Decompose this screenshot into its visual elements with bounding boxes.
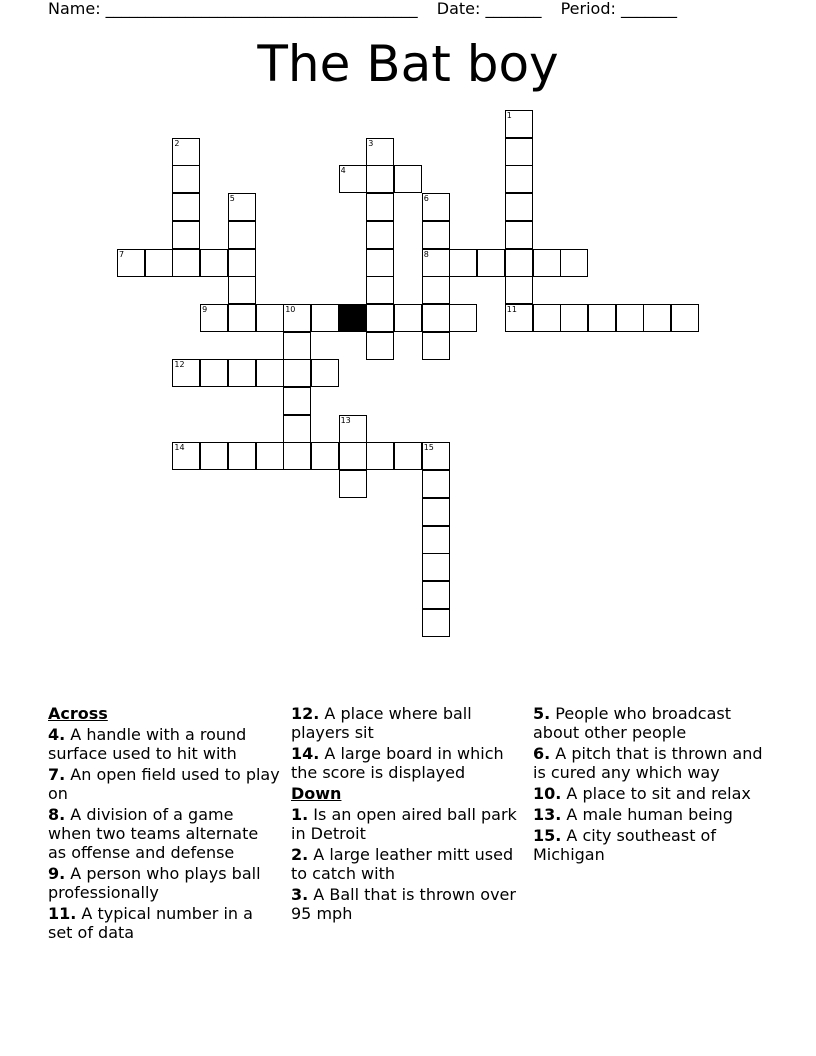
clues-column-1	[48, 702, 280, 942]
grid-block-cell	[339, 304, 367, 332]
grid-cell[interactable]	[422, 193, 450, 221]
grid-cell[interactable]	[422, 498, 450, 526]
clue-text: People who broadcast about other people	[533, 704, 731, 742]
grid-cell[interactable]	[283, 359, 311, 387]
grid-cell[interactable]	[422, 526, 450, 554]
grid-cell[interactable]	[588, 304, 616, 332]
grid-cell[interactable]	[477, 249, 505, 277]
grid-cell[interactable]	[283, 332, 311, 360]
grid-cell[interactable]	[172, 138, 200, 166]
grid-cell[interactable]	[311, 442, 339, 470]
down-clue	[533, 704, 765, 742]
cell-number: 13	[340, 415, 351, 425]
cell-number: 9	[202, 304, 208, 314]
grid-cell[interactable]	[422, 581, 450, 609]
grid-cell[interactable]	[449, 249, 477, 277]
across-clue	[291, 744, 523, 782]
grid-cell[interactable]	[394, 442, 422, 470]
clue-number: 3.	[291, 885, 309, 904]
down-clue	[533, 805, 765, 824]
across-clue-list	[48, 725, 280, 942]
period-field[interactable]: Period: _______	[560, 0, 677, 18]
grid-cell[interactable]	[505, 110, 533, 138]
down-clue	[291, 845, 523, 883]
clue-number: 9.	[48, 864, 66, 883]
clue-text: A large board in which the score is displayed	[291, 744, 504, 782]
cell-number: 1	[506, 111, 512, 120]
grid-cell[interactable]	[366, 138, 394, 166]
grid-cell[interactable]	[311, 359, 339, 387]
cell-number: 14	[174, 443, 185, 453]
cell-number: 8	[423, 249, 429, 259]
grid-cell[interactable]	[228, 249, 256, 277]
clue-number: 7.	[48, 765, 66, 784]
clue-text: A person who plays ball professionally	[48, 864, 261, 902]
grid-cell[interactable]	[172, 249, 200, 277]
grid-cell[interactable]	[256, 304, 284, 332]
grid-cell[interactable]	[505, 276, 533, 304]
clue-number: 13.	[533, 805, 562, 824]
grid-cell[interactable]	[394, 304, 422, 332]
across-clue	[48, 725, 280, 763]
grid-cell[interactable]	[422, 442, 450, 470]
cell-number: 15	[423, 443, 434, 453]
cell-number: 12	[174, 360, 185, 370]
clue-number: 8.	[48, 805, 66, 824]
clue-text: A city southeast of Michigan	[533, 826, 716, 864]
clue-text: A place where ball players sit	[291, 704, 472, 742]
grid-cell[interactable]	[616, 304, 644, 332]
grid-cell[interactable]	[366, 165, 394, 193]
grid-cell[interactable]	[394, 165, 422, 193]
down-clue	[533, 784, 765, 803]
grid-cell[interactable]	[560, 304, 588, 332]
grid-cell[interactable]	[172, 165, 200, 193]
clue-text: A large leather mitt used to catch with	[291, 845, 514, 883]
down-clue	[533, 826, 765, 864]
grid-cell[interactable]	[256, 359, 284, 387]
grid-cell[interactable]	[200, 442, 228, 470]
grid-cell[interactable]	[366, 276, 394, 304]
cell-number: 7	[119, 249, 125, 259]
cell-number: 11	[506, 304, 517, 314]
grid-cell[interactable]	[228, 442, 256, 470]
grid-cell[interactable]	[200, 249, 228, 277]
across-clue	[48, 805, 280, 862]
down-clue	[291, 805, 523, 843]
down-clue-list	[291, 805, 523, 923]
grid-cell[interactable]	[366, 304, 394, 332]
name-field[interactable]: Name: _______________________________________	[48, 0, 418, 18]
grid-cell[interactable]	[560, 249, 588, 277]
clue-text: A handle with a round surface used to hit with	[48, 725, 247, 763]
grid-cell[interactable]	[283, 304, 311, 332]
grid-cell[interactable]	[422, 332, 450, 360]
grid-cell[interactable]	[172, 221, 200, 249]
across-clue	[291, 704, 523, 742]
grid-cell[interactable]	[256, 442, 284, 470]
grid-cell[interactable]	[422, 221, 450, 249]
grid-cell[interactable]	[172, 193, 200, 221]
clue-number: 5.	[533, 704, 551, 723]
grid-cell[interactable]	[172, 442, 200, 470]
grid-cell[interactable]	[422, 609, 450, 637]
grid-cell[interactable]	[505, 138, 533, 166]
grid-cell[interactable]	[422, 553, 450, 581]
cell-number: 2	[174, 138, 180, 148]
clues-column-3	[533, 702, 765, 864]
grid-cell[interactable]	[422, 304, 450, 332]
grid-cell[interactable]	[200, 304, 228, 332]
clue-text: A male human being	[561, 805, 733, 824]
across-clue	[48, 904, 280, 942]
grid-cell[interactable]	[366, 249, 394, 277]
grid-cell[interactable]	[505, 304, 533, 332]
clue-text: A division of a game when two teams alternate as offense and defense	[48, 805, 259, 862]
grid-cell[interactable]	[366, 193, 394, 221]
grid-cell[interactable]	[533, 249, 561, 277]
grid-cell[interactable]	[422, 249, 450, 277]
grid-cell[interactable]	[228, 221, 256, 249]
cell-number: 3	[368, 138, 374, 148]
grid-cell[interactable]	[339, 442, 367, 470]
clue-number: 6.	[533, 744, 551, 763]
grid-cell[interactable]	[228, 304, 256, 332]
clue-text: A typical number in a set of data	[48, 904, 253, 942]
grid-cell[interactable]	[505, 221, 533, 249]
cell-number: 10	[285, 304, 296, 314]
clue-number: 14.	[291, 744, 320, 763]
grid-cell[interactable]	[283, 387, 311, 415]
down-heading: Down	[291, 784, 342, 803]
grid-cell[interactable]	[283, 442, 311, 470]
grid-cell[interactable]	[505, 165, 533, 193]
grid-cell[interactable]	[422, 470, 450, 498]
clue-text: A pitch that is thrown and is cured any which way	[533, 744, 763, 782]
clue-text: A Ball that is thrown over 95 mph	[291, 885, 516, 923]
grid-cell[interactable]	[145, 249, 173, 277]
grid-cell[interactable]	[117, 249, 145, 277]
grid-cell[interactable]	[339, 415, 367, 443]
puzzle-title: The Bat boy	[257, 35, 559, 93]
grid-cell[interactable]	[505, 249, 533, 277]
clue-number: 11.	[48, 904, 77, 923]
clue-number: 4.	[48, 725, 66, 744]
clue-number: 10.	[533, 784, 562, 803]
clue-text: An open field used to play on	[48, 765, 280, 803]
grid-cell[interactable]	[311, 304, 339, 332]
grid-cell[interactable]	[449, 304, 477, 332]
cell-number: 4	[340, 166, 346, 176]
clue-number: 12.	[291, 704, 320, 723]
clue-number: 1.	[291, 805, 309, 824]
clue-number: 15.	[533, 826, 562, 845]
grid-cell[interactable]	[533, 304, 561, 332]
grid-cell[interactable]	[366, 221, 394, 249]
across-clue	[48, 765, 280, 803]
grid-cell[interactable]	[200, 359, 228, 387]
across-clue-list-continued	[291, 704, 523, 782]
clue-text: Is an open aired ball park in Detroit	[291, 805, 517, 843]
down-clue	[291, 885, 523, 923]
across-heading: Across	[48, 704, 108, 723]
grid-cell[interactable]	[505, 193, 533, 221]
clue-text: A place to sit and relax	[561, 784, 751, 803]
grid-cell[interactable]	[671, 304, 699, 332]
date-field[interactable]: Date: _______	[436, 0, 542, 18]
grid-cell[interactable]	[283, 415, 311, 443]
across-clue	[48, 864, 280, 902]
grid-cell[interactable]	[339, 470, 367, 498]
grid-cell[interactable]	[228, 359, 256, 387]
grid-cell[interactable]	[228, 193, 256, 221]
grid-cell[interactable]	[366, 332, 394, 360]
grid-cell[interactable]	[422, 276, 450, 304]
grid-cell[interactable]	[228, 276, 256, 304]
down-clue-list-continued	[533, 704, 765, 864]
down-clue	[533, 744, 765, 782]
clues-column-2	[291, 702, 523, 923]
grid-cell[interactable]	[643, 304, 671, 332]
cell-number: 5	[229, 194, 235, 204]
clue-number: 2.	[291, 845, 309, 864]
grid-cell[interactable]	[339, 165, 367, 193]
grid-cell[interactable]	[366, 442, 394, 470]
cell-number: 6	[423, 194, 429, 204]
grid-cell[interactable]	[172, 359, 200, 387]
